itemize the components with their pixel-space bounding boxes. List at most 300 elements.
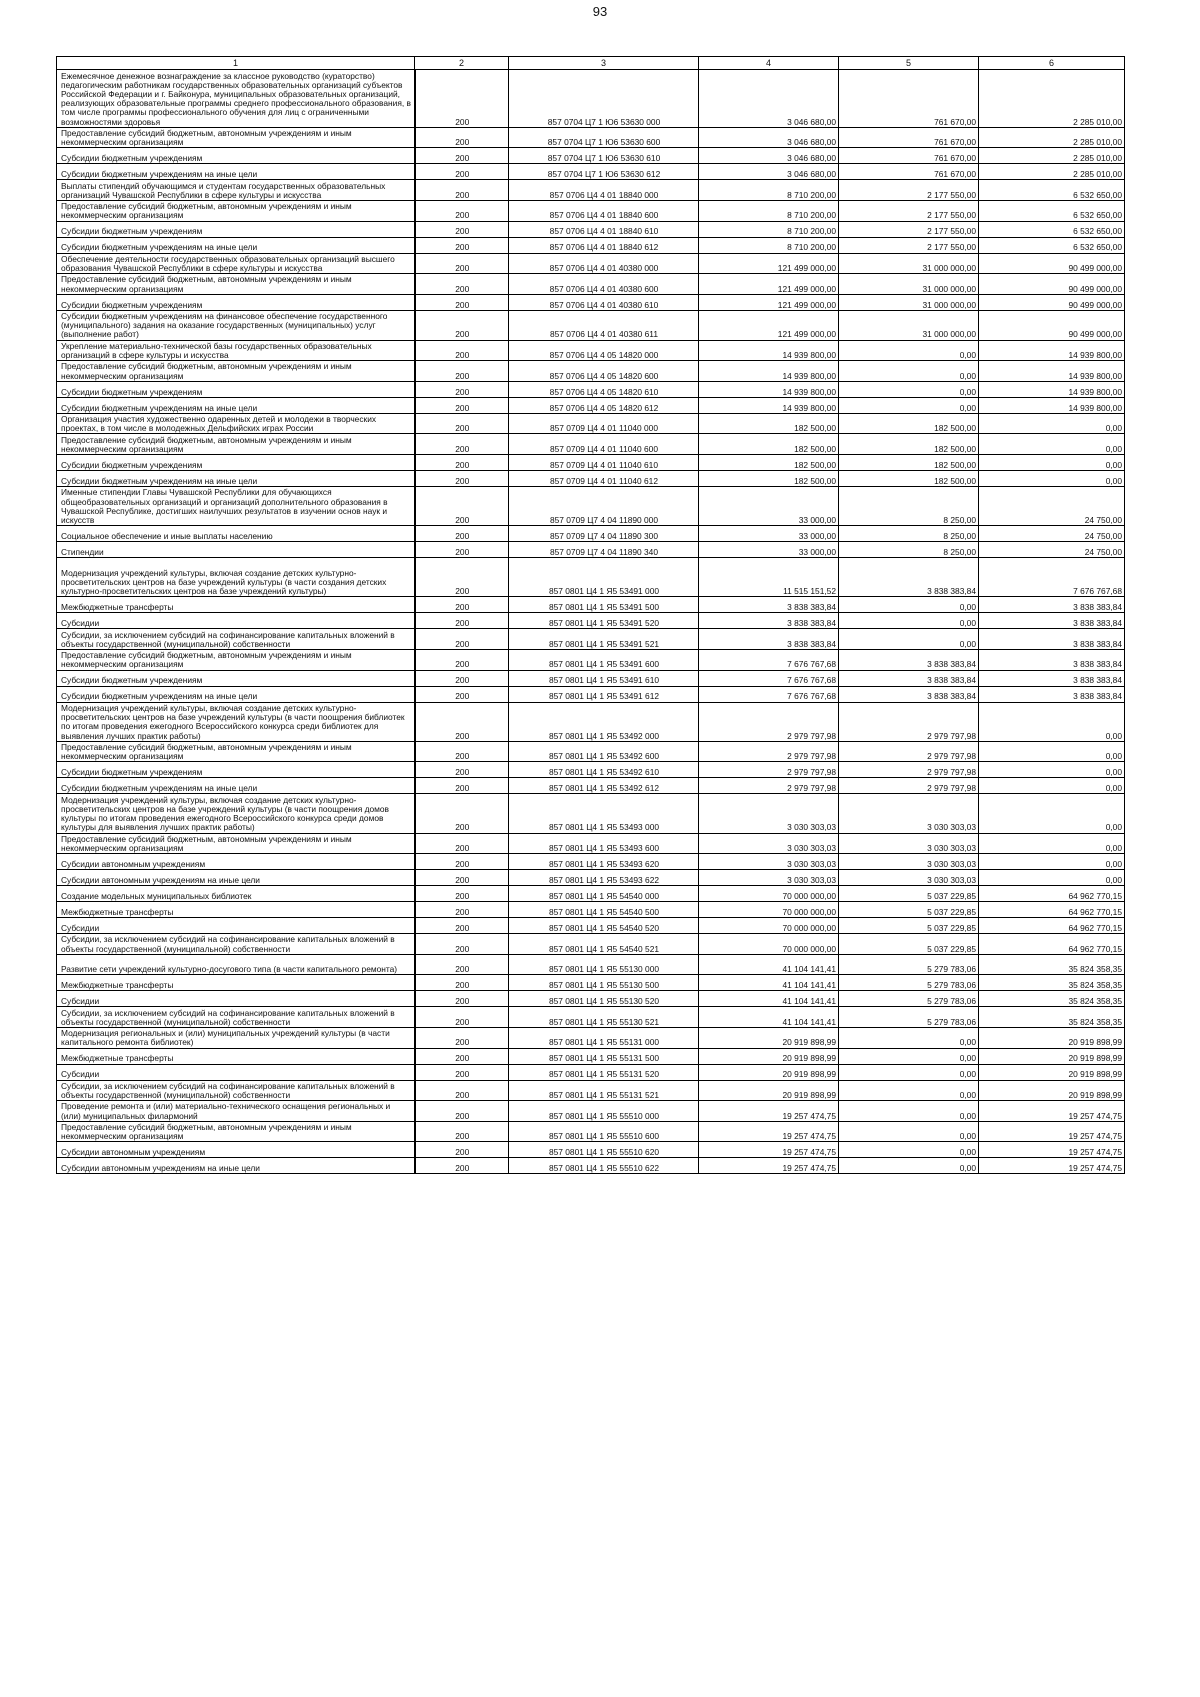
- table-row: [57, 741, 1125, 762]
- row-value-col4-cell: 33 000,00: [699, 542, 839, 558]
- row-value-col4-cell: 7 676 767,68: [699, 670, 839, 686]
- row-value-col5-cell: 3 030 303,03: [839, 833, 979, 854]
- table-row: [57, 471, 1125, 487]
- row-value-col4-cell: 19 257 474,75: [699, 1142, 839, 1158]
- row-value-col4-cell: 2 979 797,98: [699, 778, 839, 794]
- row-code-cell: 200: [415, 294, 509, 310]
- row-classification-code-cell: 857 0801 Ц4 1 Я5 53492 000: [509, 702, 699, 741]
- row-value-col5-cell: 31 000 000,00: [839, 253, 979, 274]
- row-code-cell: 200: [415, 778, 509, 794]
- row-classification-code-cell: 857 0801 Ц4 1 Я5 55130 000: [509, 954, 699, 975]
- row-value-col4-cell: 8 710 200,00: [699, 180, 839, 201]
- row-value-col4-cell: 3 030 303,03: [699, 854, 839, 870]
- row-classification-code-cell: 857 0706 Ц4 4 01 40380 611: [509, 310, 699, 340]
- row-code-cell: 200: [415, 221, 509, 237]
- row-value-col5-cell: 0,00: [839, 597, 979, 613]
- row-value-col6-cell: 64 962 770,15: [979, 918, 1125, 934]
- row-classification-code-cell: 857 0801 Ц4 1 Я5 54540 000: [509, 886, 699, 902]
- row-classification-code-cell: 857 0801 Ц4 1 Я5 55130 500: [509, 975, 699, 991]
- table-row: [57, 702, 1125, 741]
- row-value-col5-cell: 0,00: [839, 1048, 979, 1064]
- row-code-cell: 200: [415, 526, 509, 542]
- row-value-col4-cell: 14 939 800,00: [699, 361, 839, 382]
- row-classification-code-cell: 857 0801 Ц4 1 Я5 53491 000: [509, 558, 699, 597]
- row-value-col6-cell: 24 750,00: [979, 526, 1125, 542]
- table-row: [57, 1048, 1125, 1064]
- row-name-cell: Предоставление субсидий бюджетным, автономным учреждениям и иным некоммерческим организациям: [57, 127, 415, 148]
- row-name-cell: Проведение ремонта и (или) материально-технического оснащения региональных и (или) муниципальных филармоний: [57, 1101, 415, 1122]
- row-name-cell: Субсидии бюджетным учреждениям на иные цели: [57, 397, 415, 413]
- row-code-cell: 200: [415, 650, 509, 671]
- table-row: [57, 902, 1125, 918]
- row-value-col4-cell: 3 838 383,84: [699, 597, 839, 613]
- row-value-col6-cell: 35 824 358,35: [979, 991, 1125, 1007]
- row-value-col4-cell: 70 000 000,00: [699, 934, 839, 955]
- table-row: [57, 833, 1125, 854]
- column-header-3: 3: [509, 57, 699, 70]
- row-classification-code-cell: 857 0706 Ц4 4 01 40380 000: [509, 253, 699, 274]
- table-row: [57, 762, 1125, 778]
- row-name-cell: Субсидии бюджетным учреждениям на иные цели: [57, 471, 415, 487]
- row-name-cell: Развитие сети учреждений культурно-досугового типа (в части капитального ремонта): [57, 954, 415, 975]
- table-row: [57, 794, 1125, 833]
- table-body: [57, 70, 1125, 1174]
- column-header-5: 5: [839, 57, 979, 70]
- table-row: [57, 954, 1125, 975]
- table-row: [57, 294, 1125, 310]
- table-row: [57, 413, 1125, 434]
- row-classification-code-cell: 857 0704 Ц7 1 Ю6 53630 600: [509, 127, 699, 148]
- row-value-col6-cell: 6 532 650,00: [979, 221, 1125, 237]
- row-name-cell: Субсидии, за исключением субсидий на софинансирование капитальных вложений в объекты государственной (муниципальной) собственности: [57, 1080, 415, 1101]
- row-classification-code-cell: 857 0704 Ц7 1 Ю6 53630 000: [509, 70, 699, 128]
- row-classification-code-cell: 857 0706 Ц4 4 01 18840 612: [509, 237, 699, 253]
- row-code-cell: 200: [415, 253, 509, 274]
- row-value-col5-cell: 2 979 797,98: [839, 762, 979, 778]
- table-row: [57, 934, 1125, 955]
- row-classification-code-cell: 857 0801 Ц4 1 Я5 55130 520: [509, 991, 699, 1007]
- row-value-col6-cell: 0,00: [979, 854, 1125, 870]
- row-name-cell: Субсидии бюджетным учреждениям: [57, 762, 415, 778]
- row-classification-code-cell: 857 0704 Ц7 1 Ю6 53630 612: [509, 164, 699, 180]
- row-value-col6-cell: 19 257 474,75: [979, 1158, 1125, 1174]
- table-row: [57, 381, 1125, 397]
- row-value-col6-cell: 35 824 358,35: [979, 1007, 1125, 1028]
- row-value-col4-cell: 41 104 141,41: [699, 954, 839, 975]
- row-classification-code-cell: 857 0801 Ц4 1 Я5 55510 000: [509, 1101, 699, 1122]
- row-classification-code-cell: 857 0801 Ц4 1 Я5 53491 520: [509, 613, 699, 629]
- row-value-col6-cell: 14 939 800,00: [979, 361, 1125, 382]
- row-name-cell: Межбюджетные трансферты: [57, 597, 415, 613]
- row-value-col4-cell: 7 676 767,68: [699, 650, 839, 671]
- row-code-cell: 200: [415, 397, 509, 413]
- row-classification-code-cell: 857 0706 Ц4 4 01 40380 600: [509, 274, 699, 295]
- row-value-col4-cell: 70 000 000,00: [699, 902, 839, 918]
- row-value-col4-cell: 182 500,00: [699, 434, 839, 455]
- row-value-col6-cell: 19 257 474,75: [979, 1142, 1125, 1158]
- row-name-cell: Выплаты стипендий обучающимся и студентам государственных образовательных организаций Чувашской Республики в сфере культуры и искусства: [57, 180, 415, 201]
- row-classification-code-cell: 857 0709 Ц7 4 04 11890 300: [509, 526, 699, 542]
- row-value-col4-cell: 19 257 474,75: [699, 1158, 839, 1174]
- row-value-col6-cell: 24 750,00: [979, 542, 1125, 558]
- row-code-cell: 200: [415, 237, 509, 253]
- row-value-col5-cell: 31 000 000,00: [839, 294, 979, 310]
- row-name-cell: Предоставление субсидий бюджетным, автономным учреждениям и иным некоммерческим организациям: [57, 434, 415, 455]
- row-name-cell: Модернизация учреждений культуры, включая создание детских культурно-просветительских центров на базе учреждений культуры (в части поощрения домов культуры по итогам проведения ежегодного Всероссийского конкурса среди домов культуры для выявления лучших практик работы): [57, 794, 415, 833]
- row-value-col6-cell: 3 838 383,84: [979, 686, 1125, 702]
- table-row: [57, 1121, 1125, 1142]
- row-value-col5-cell: 5 037 229,85: [839, 886, 979, 902]
- row-value-col4-cell: 182 500,00: [699, 413, 839, 434]
- row-value-col5-cell: 2 979 797,98: [839, 741, 979, 762]
- row-classification-code-cell: 857 0801 Ц4 1 Я5 53493 600: [509, 833, 699, 854]
- row-code-cell: 200: [415, 686, 509, 702]
- header-row: [57, 57, 1125, 70]
- table-row: [57, 1027, 1125, 1048]
- row-value-col5-cell: 5 279 783,06: [839, 975, 979, 991]
- row-value-col6-cell: 0,00: [979, 434, 1125, 455]
- row-code-cell: 200: [415, 200, 509, 221]
- row-name-cell: Субсидии автономным учреждениям: [57, 854, 415, 870]
- row-value-col5-cell: 31 000 000,00: [839, 310, 979, 340]
- row-classification-code-cell: 857 0709 Ц4 4 01 11040 600: [509, 434, 699, 455]
- row-value-col4-cell: 3 030 303,03: [699, 794, 839, 833]
- row-value-col5-cell: 2 177 550,00: [839, 200, 979, 221]
- row-name-cell: Предоставление субсидий бюджетным, автономным учреждениям и иным некоммерческим организациям: [57, 833, 415, 854]
- row-value-col5-cell: 0,00: [839, 1121, 979, 1142]
- row-value-col4-cell: 41 104 141,41: [699, 975, 839, 991]
- row-value-col6-cell: 2 285 010,00: [979, 164, 1125, 180]
- row-name-cell: Субсидии бюджетным учреждениям на иные цели: [57, 686, 415, 702]
- row-code-cell: 200: [415, 613, 509, 629]
- row-value-col5-cell: 0,00: [839, 1142, 979, 1158]
- row-value-col5-cell: 761 670,00: [839, 164, 979, 180]
- row-classification-code-cell: 857 0801 Ц4 1 Я5 55510 620: [509, 1142, 699, 1158]
- row-classification-code-cell: 857 0801 Ц4 1 Я5 55131 500: [509, 1048, 699, 1064]
- row-value-col6-cell: 3 838 383,84: [979, 629, 1125, 650]
- row-code-cell: 200: [415, 70, 509, 128]
- table-row: [57, 361, 1125, 382]
- row-name-cell: Предоставление субсидий бюджетным, автономным учреждениям и иным некоммерческим организациям: [57, 1121, 415, 1142]
- row-value-col4-cell: 20 919 898,99: [699, 1064, 839, 1080]
- row-value-col4-cell: 14 939 800,00: [699, 340, 839, 361]
- row-code-cell: 200: [415, 1048, 509, 1064]
- row-classification-code-cell: 857 0709 Ц7 4 04 11890 340: [509, 542, 699, 558]
- row-value-col5-cell: 5 279 783,06: [839, 954, 979, 975]
- row-value-col5-cell: 3 838 383,84: [839, 558, 979, 597]
- row-value-col5-cell: 3 030 303,03: [839, 794, 979, 833]
- row-value-col5-cell: 761 670,00: [839, 127, 979, 148]
- table-row: [57, 148, 1125, 164]
- row-code-cell: 200: [415, 670, 509, 686]
- row-value-col6-cell: 0,00: [979, 794, 1125, 833]
- row-value-col4-cell: 11 515 151,52: [699, 558, 839, 597]
- row-classification-code-cell: 857 0709 Ц4 4 01 11040 000: [509, 413, 699, 434]
- row-code-cell: 200: [415, 164, 509, 180]
- row-value-col6-cell: 90 499 000,00: [979, 274, 1125, 295]
- row-value-col4-cell: 20 919 898,99: [699, 1027, 839, 1048]
- row-name-cell: Модернизация учреждений культуры, включая создание детских культурно-просветительских центров на базе учреждений культуры (в части поощрения библиотек по итогам проведения ежегодного Всероссийского конкурса среди библиотек для выявления лучших практик работы): [57, 702, 415, 741]
- row-value-col4-cell: 33 000,00: [699, 526, 839, 542]
- row-code-cell: 200: [415, 340, 509, 361]
- column-header-2: 2: [415, 57, 509, 70]
- row-value-col6-cell: 2 285 010,00: [979, 148, 1125, 164]
- row-name-cell: Предоставление субсидий бюджетным, автономным учреждениям и иным некоммерческим организациям: [57, 200, 415, 221]
- page-number: 93: [592, 4, 608, 19]
- row-name-cell: Субсидии: [57, 918, 415, 934]
- row-code-cell: 200: [415, 361, 509, 382]
- row-name-cell: Межбюджетные трансферты: [57, 975, 415, 991]
- row-name-cell: Предоставление субсидий бюджетным, автономным учреждениям и иным некоммерческим организациям: [57, 741, 415, 762]
- row-code-cell: 200: [415, 975, 509, 991]
- row-name-cell: Субсидии бюджетным учреждениям на финансовое обеспечение государственного (муниципального) задания на оказание государственных (муниципальных) услуг (выполнение работ): [57, 310, 415, 340]
- row-code-cell: 200: [415, 310, 509, 340]
- row-code-cell: 200: [415, 902, 509, 918]
- row-name-cell: Именные стипендии Главы Чувашской Республики для обучающихся общеобразовательных организаций и организаций дополнительного образования в Чувашской Республике, достигших наилучших результатов в изучении основ наук и искусств: [57, 487, 415, 526]
- row-code-cell: 200: [415, 1027, 509, 1048]
- column-header-1: 1: [57, 57, 415, 70]
- row-name-cell: Субсидии бюджетным учреждениям: [57, 455, 415, 471]
- row-name-cell: Субсидии, за исключением субсидий на софинансирование капитальных вложений в объекты государственной (муниципальной) собственности: [57, 629, 415, 650]
- row-code-cell: 200: [415, 918, 509, 934]
- table-row: [57, 629, 1125, 650]
- row-name-cell: Межбюджетные трансферты: [57, 1048, 415, 1064]
- row-classification-code-cell: 857 0709 Ц7 4 04 11890 000: [509, 487, 699, 526]
- row-value-col5-cell: 0,00: [839, 1158, 979, 1174]
- row-name-cell: Субсидии бюджетным учреждениям: [57, 381, 415, 397]
- row-value-col5-cell: 761 670,00: [839, 148, 979, 164]
- row-value-col4-cell: 14 939 800,00: [699, 381, 839, 397]
- table-row: [57, 487, 1125, 526]
- row-value-col6-cell: 64 962 770,15: [979, 934, 1125, 955]
- row-classification-code-cell: 857 0801 Ц4 1 Я5 53493 000: [509, 794, 699, 833]
- row-value-col5-cell: 0,00: [839, 1027, 979, 1048]
- row-value-col4-cell: 2 979 797,98: [699, 702, 839, 741]
- table-row: [57, 221, 1125, 237]
- row-value-col4-cell: 19 257 474,75: [699, 1101, 839, 1122]
- row-classification-code-cell: 857 0706 Ц4 4 05 14820 000: [509, 340, 699, 361]
- table-row: [57, 1142, 1125, 1158]
- row-value-col4-cell: 41 104 141,41: [699, 991, 839, 1007]
- row-name-cell: Обеспечение деятельности государственных образовательных организаций высшего образования Чувашской Республики в сфере культуры и искусства: [57, 253, 415, 274]
- row-name-cell: Модернизация региональных и (или) муниципальных учреждений культуры (в части капитального ремонта библиотек): [57, 1027, 415, 1048]
- table-row: [57, 686, 1125, 702]
- table-row: [57, 180, 1125, 201]
- row-name-cell: Модернизация учреждений культуры, включая создание детских культурно-просветительских центров на базе учреждений культуры (в части создания детских культурно-просветительских центров на базе учреждений культуры): [57, 558, 415, 597]
- table-row: [57, 613, 1125, 629]
- row-name-cell: Субсидии: [57, 1064, 415, 1080]
- row-code-cell: 200: [415, 274, 509, 295]
- row-code-cell: 200: [415, 886, 509, 902]
- row-code-cell: 200: [415, 1007, 509, 1028]
- row-value-col4-cell: 41 104 141,41: [699, 1007, 839, 1028]
- row-value-col6-cell: 0,00: [979, 702, 1125, 741]
- table-row: [57, 164, 1125, 180]
- row-value-col5-cell: 2 979 797,98: [839, 702, 979, 741]
- row-classification-code-cell: 857 0801 Ц4 1 Я5 53492 610: [509, 762, 699, 778]
- row-value-col4-cell: 19 257 474,75: [699, 1121, 839, 1142]
- row-classification-code-cell: 857 0706 Ц4 4 01 18840 600: [509, 200, 699, 221]
- row-value-col6-cell: 24 750,00: [979, 487, 1125, 526]
- row-name-cell: Субсидии бюджетным учреждениям: [57, 294, 415, 310]
- row-value-col5-cell: 0,00: [839, 613, 979, 629]
- row-name-cell: Субсидии бюджетным учреждениям: [57, 670, 415, 686]
- row-value-col5-cell: 2 177 550,00: [839, 221, 979, 237]
- row-value-col6-cell: 3 838 383,84: [979, 670, 1125, 686]
- row-classification-code-cell: 857 0801 Ц4 1 Я5 55510 622: [509, 1158, 699, 1174]
- row-value-col6-cell: 20 919 898,99: [979, 1080, 1125, 1101]
- row-name-cell: Субсидии, за исключением субсидий на софинансирование капитальных вложений в объекты государственной (муниципальной) собственности: [57, 1007, 415, 1028]
- row-name-cell: Субсидии: [57, 613, 415, 629]
- row-value-col4-cell: 14 939 800,00: [699, 397, 839, 413]
- table-row: [57, 397, 1125, 413]
- row-value-col5-cell: 0,00: [839, 340, 979, 361]
- row-value-col5-cell: 0,00: [839, 1101, 979, 1122]
- row-classification-code-cell: 857 0801 Ц4 1 Я5 53492 600: [509, 741, 699, 762]
- row-value-col5-cell: 2 177 550,00: [839, 237, 979, 253]
- row-code-cell: 200: [415, 148, 509, 164]
- row-code-cell: 200: [415, 434, 509, 455]
- row-name-cell: Субсидии: [57, 991, 415, 1007]
- row-value-col4-cell: 33 000,00: [699, 487, 839, 526]
- row-code-cell: 200: [415, 702, 509, 741]
- row-name-cell: Предоставление субсидий бюджетным, автономным учреждениям и иным некоммерческим организациям: [57, 361, 415, 382]
- row-classification-code-cell: 857 0801 Ц4 1 Я5 53491 610: [509, 670, 699, 686]
- row-name-cell: Предоставление субсидий бюджетным, автономным учреждениям и иным некоммерческим организациям: [57, 274, 415, 295]
- row-classification-code-cell: 857 0709 Ц4 4 01 11040 610: [509, 455, 699, 471]
- table-row: [57, 1007, 1125, 1028]
- row-name-cell: Субсидии автономным учреждениям: [57, 1142, 415, 1158]
- row-name-cell: Ежемесячное денежное вознаграждение за классное руководство (кураторство) педагогическим работникам государственных образовательных организаций субъектов Российской Федерации и г. Байконура, муниципальных образовательных организаций, реализующих образовательные программы среднего профессионального образования, в том числе программы профессионального обучения для лиц с ограниченными возможностями здоровья: [57, 70, 415, 128]
- row-code-cell: 200: [415, 471, 509, 487]
- row-classification-code-cell: 857 0801 Ц4 1 Я5 53492 612: [509, 778, 699, 794]
- row-value-col4-cell: 182 500,00: [699, 471, 839, 487]
- row-value-col4-cell: 2 979 797,98: [699, 762, 839, 778]
- row-code-cell: 200: [415, 558, 509, 597]
- row-name-cell: Предоставление субсидий бюджетным, автономным учреждениям и иным некоммерческим организациям: [57, 650, 415, 671]
- row-code-cell: 200: [415, 833, 509, 854]
- table-row: [57, 886, 1125, 902]
- row-value-col4-cell: 182 500,00: [699, 455, 839, 471]
- row-value-col6-cell: 90 499 000,00: [979, 253, 1125, 274]
- row-name-cell: Субсидии, за исключением субсидий на софинансирование капитальных вложений в объекты государственной (муниципальной) собственности: [57, 934, 415, 955]
- row-value-col4-cell: 3 838 383,84: [699, 613, 839, 629]
- row-value-col6-cell: 3 838 383,84: [979, 613, 1125, 629]
- row-value-col6-cell: 6 532 650,00: [979, 200, 1125, 221]
- row-value-col6-cell: 35 824 358,35: [979, 975, 1125, 991]
- row-code-cell: 200: [415, 1080, 509, 1101]
- row-value-col6-cell: 35 824 358,35: [979, 954, 1125, 975]
- row-name-cell: Субсидии автономным учреждениям на иные цели: [57, 1158, 415, 1174]
- row-value-col5-cell: 182 500,00: [839, 455, 979, 471]
- table-row: [57, 127, 1125, 148]
- row-name-cell: Социальное обеспечение и иные выплаты населению: [57, 526, 415, 542]
- row-code-cell: 200: [415, 991, 509, 1007]
- row-value-col5-cell: 3 838 383,84: [839, 650, 979, 671]
- row-classification-code-cell: 857 0706 Ц4 4 05 14820 610: [509, 381, 699, 397]
- row-value-col4-cell: 70 000 000,00: [699, 886, 839, 902]
- table-row: [57, 870, 1125, 886]
- row-classification-code-cell: 857 0801 Ц4 1 Я5 55131 000: [509, 1027, 699, 1048]
- table-row: [57, 274, 1125, 295]
- row-code-cell: 200: [415, 413, 509, 434]
- row-value-col6-cell: 0,00: [979, 741, 1125, 762]
- row-value-col6-cell: 2 285 010,00: [979, 127, 1125, 148]
- row-value-col4-cell: 70 000 000,00: [699, 918, 839, 934]
- row-code-cell: 200: [415, 794, 509, 833]
- row-classification-code-cell: 857 0801 Ц4 1 Я5 53493 622: [509, 870, 699, 886]
- row-value-col4-cell: 3 046 680,00: [699, 70, 839, 128]
- row-value-col6-cell: 20 919 898,99: [979, 1048, 1125, 1064]
- row-value-col6-cell: 6 532 650,00: [979, 180, 1125, 201]
- row-value-col6-cell: 64 962 770,15: [979, 902, 1125, 918]
- row-classification-code-cell: 857 0801 Ц4 1 Я5 54540 500: [509, 902, 699, 918]
- row-code-cell: 200: [415, 629, 509, 650]
- row-name-cell: Субсидии автономным учреждениям на иные цели: [57, 870, 415, 886]
- row-name-cell: Межбюджетные трансферты: [57, 902, 415, 918]
- row-value-col5-cell: 5 279 783,06: [839, 991, 979, 1007]
- row-name-cell: Субсидии бюджетным учреждениям на иные цели: [57, 778, 415, 794]
- table-row: [57, 670, 1125, 686]
- row-code-cell: 200: [415, 762, 509, 778]
- table-row: [57, 558, 1125, 597]
- row-value-col6-cell: 0,00: [979, 471, 1125, 487]
- table-row: [57, 1101, 1125, 1122]
- row-classification-code-cell: 857 0706 Ц4 4 05 14820 600: [509, 361, 699, 382]
- row-classification-code-cell: 857 0706 Ц4 4 01 40380 610: [509, 294, 699, 310]
- row-code-cell: 200: [415, 1101, 509, 1122]
- row-value-col4-cell: 7 676 767,68: [699, 686, 839, 702]
- row-value-col5-cell: 0,00: [839, 381, 979, 397]
- row-value-col5-cell: 0,00: [839, 397, 979, 413]
- row-classification-code-cell: 857 0801 Ц4 1 Я5 55131 521: [509, 1080, 699, 1101]
- row-value-col6-cell: 0,00: [979, 870, 1125, 886]
- row-value-col4-cell: 3 046 680,00: [699, 127, 839, 148]
- row-value-col5-cell: 0,00: [839, 1064, 979, 1080]
- table-row: [57, 918, 1125, 934]
- row-value-col6-cell: 0,00: [979, 778, 1125, 794]
- row-code-cell: 200: [415, 1064, 509, 1080]
- row-classification-code-cell: 857 0801 Ц4 1 Я5 55131 520: [509, 1064, 699, 1080]
- row-code-cell: 200: [415, 1121, 509, 1142]
- row-code-cell: 200: [415, 934, 509, 955]
- row-classification-code-cell: 857 0801 Ц4 1 Я5 53491 612: [509, 686, 699, 702]
- row-classification-code-cell: 857 0801 Ц4 1 Я5 55130 521: [509, 1007, 699, 1028]
- row-value-col6-cell: 64 962 770,15: [979, 886, 1125, 902]
- row-value-col6-cell: 0,00: [979, 762, 1125, 778]
- row-classification-code-cell: 857 0704 Ц7 1 Ю6 53630 610: [509, 148, 699, 164]
- row-value-col4-cell: 8 710 200,00: [699, 200, 839, 221]
- row-value-col5-cell: 31 000 000,00: [839, 274, 979, 295]
- row-value-col4-cell: 3 030 303,03: [699, 833, 839, 854]
- row-value-col6-cell: 14 939 800,00: [979, 381, 1125, 397]
- table-row: [57, 991, 1125, 1007]
- row-name-cell: Субсидии бюджетным учреждениям на иные цели: [57, 237, 415, 253]
- budget-table-wrapper: [56, 56, 1125, 1174]
- row-value-col5-cell: 182 500,00: [839, 413, 979, 434]
- table-row: [57, 1158, 1125, 1174]
- row-value-col6-cell: 0,00: [979, 413, 1125, 434]
- table-row: [57, 455, 1125, 471]
- table-row: [57, 975, 1125, 991]
- row-name-cell: Субсидии бюджетным учреждениям на иные цели: [57, 164, 415, 180]
- row-value-col5-cell: 3 030 303,03: [839, 854, 979, 870]
- row-classification-code-cell: 857 0706 Ц4 4 01 18840 610: [509, 221, 699, 237]
- row-value-col4-cell: 20 919 898,99: [699, 1048, 839, 1064]
- row-value-col5-cell: 2 177 550,00: [839, 180, 979, 201]
- row-value-col6-cell: 14 939 800,00: [979, 340, 1125, 361]
- row-name-cell: Субсидии бюджетным учреждениям: [57, 148, 415, 164]
